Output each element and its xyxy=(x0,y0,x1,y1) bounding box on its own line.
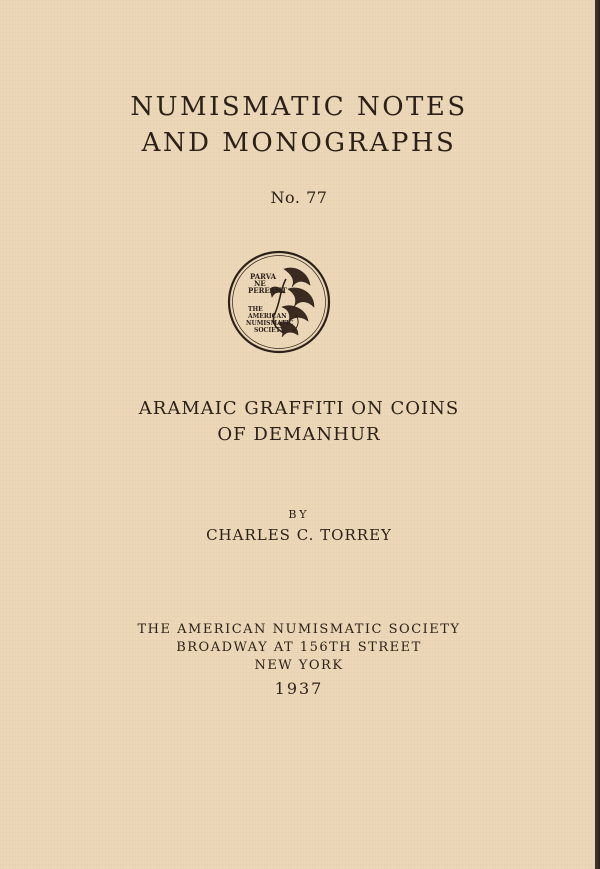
issue-number: No. 77 xyxy=(270,188,328,207)
seal-name-4: SOCIETY xyxy=(254,327,285,334)
publication-year: 1937 xyxy=(274,679,324,698)
seal-motto-2: NE xyxy=(254,279,266,288)
book-title-line-1: ARAMAIC GRAFFITI ON COINS xyxy=(138,398,460,419)
seal-name-3: NUMISMATIC xyxy=(246,320,294,327)
publisher-address: BROADWAY AT 156TH STREET xyxy=(176,640,422,655)
series-title-line-2: AND MONOGRAPHS xyxy=(141,128,457,158)
seal-name-2: AMERICAN xyxy=(248,313,287,320)
book-title-line-2: OF DEMANHUR xyxy=(217,424,381,445)
society-seal-icon xyxy=(226,249,332,355)
publisher-city: NEW YORK xyxy=(254,658,344,673)
byline-label: BY xyxy=(288,508,310,521)
author-name: CHARLES C. TORREY xyxy=(206,526,392,544)
seal-motto-1: PARVA xyxy=(250,272,277,281)
seal-name-1: THE xyxy=(248,306,263,313)
seal-motto-3: PEREANT xyxy=(248,286,287,295)
publisher-name: THE AMERICAN NUMISMATIC SOCIETY xyxy=(137,622,461,637)
series-title-line-1: NUMISMATIC NOTES xyxy=(130,92,468,122)
